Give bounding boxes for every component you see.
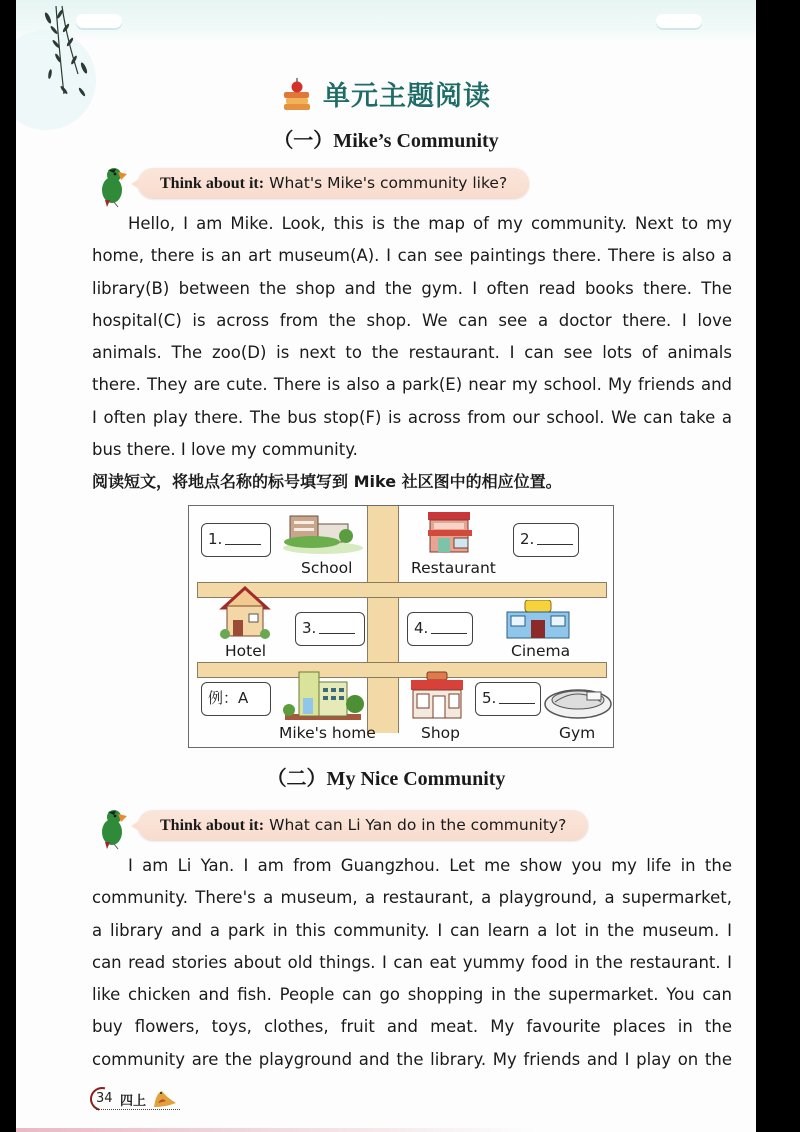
passage-line: Hello, I am Mike. Look, this is the map of my community. Next to my	[128, 214, 732, 233]
place-label-cinema: Cinema	[511, 642, 571, 660]
school-building-icon	[282, 512, 364, 554]
mikes-home-building-icon	[281, 670, 365, 722]
passage-line: buy flowers, toys, clothes, fruit and meat. My favourite places in the	[92, 1017, 732, 1037]
cloud-icon	[656, 14, 702, 28]
passage-line: a library and a park in this community. I can learn a lot in the museum. I	[92, 920, 732, 940]
answer-box-3[interactable]: 3.	[295, 612, 365, 646]
place-label-shop: Shop	[421, 724, 460, 742]
page-number: 34	[96, 1091, 113, 1106]
passage-line: home, there is an art museum(A). I can see paintings there. There is also a	[92, 246, 732, 266]
section1-title: （一）Mike’s Community	[273, 130, 499, 152]
mike-passage	[92, 208, 732, 466]
shop-building-icon	[407, 670, 467, 720]
parrot-icon	[96, 166, 132, 208]
answer-box-1[interactable]: 1.	[201, 523, 271, 557]
li-yan-passage	[92, 850, 732, 1076]
hotel-building-icon	[219, 586, 275, 640]
books-apple-icon	[281, 78, 313, 112]
answer-box-5[interactable]: 5.	[475, 682, 541, 716]
answer-box-example: 例：A	[201, 682, 271, 716]
bird-icon	[150, 1087, 178, 1111]
road	[197, 662, 607, 678]
passage-line: there. They are cute. There is also a park(E) near my school. My friends and	[92, 375, 732, 395]
restaurant-building-icon	[424, 510, 480, 556]
road-intersection	[368, 663, 398, 677]
place-label-mikes-home: Mike's home	[279, 724, 376, 742]
passage-line: animals. The zoo(D) is next to the restaurant. I can see lots of animals	[92, 343, 732, 363]
road	[367, 598, 399, 662]
passage-line: community. There's a museum, a restaurant, a playground, a supermarket,	[92, 888, 732, 908]
place-label-hotel: Hotel	[225, 642, 267, 660]
bottom-decor-strip	[16, 1128, 756, 1132]
road-intersection	[368, 583, 398, 597]
passage-line: I am Li Yan. I am from Guangzhou. Let me show you my life in the	[128, 856, 732, 875]
unit-title	[16, 74, 756, 115]
place-label-gym: Gym	[559, 724, 596, 742]
think-bubble: Think about it: What can Li Yan do in the community?	[138, 810, 588, 840]
answer-box-4[interactable]: 4.	[407, 612, 473, 646]
parrot-icon	[96, 808, 132, 850]
instruction-text: 阅读短文，将地点名称的标号填写到 Mike 社区图中的相应位置。	[92, 472, 562, 491]
textbook-page	[16, 0, 756, 1132]
passage-line: hospital(C) is across from the shop. We can see a doctor there. I love	[92, 310, 732, 330]
grade-label: 四上	[120, 1094, 147, 1109]
top-decor-band	[16, 0, 756, 42]
cinema-building-icon	[505, 600, 571, 640]
passage-line: bus there. I love my community.	[92, 440, 358, 460]
passage-line: I often play there. The bus stop(F) is across from our school. We can take a	[92, 407, 732, 427]
road	[367, 506, 399, 582]
page-footer	[90, 1085, 210, 1115]
passage-line: like chicken and fish. People can go shopping in the supermarket. You can	[92, 985, 732, 1005]
passage-line: community are the playground and the library. My friends and I play on the	[92, 1049, 732, 1069]
answer-box-2[interactable]: 2.	[513, 523, 579, 557]
think-bubble: Think about it: What's Mike's community like?	[138, 168, 529, 198]
passage-line: library(B) between the shop and the gym. I often read books there. The	[92, 278, 732, 298]
passage-line: can read stories about old things. I can eat yummy food in the restaurant. I	[92, 952, 732, 972]
place-label-school: School	[301, 559, 353, 577]
place-label-restaurant: Restaurant	[411, 559, 496, 577]
gym-building-icon	[543, 682, 613, 722]
unit-title-text: 单元主题阅读	[323, 81, 491, 112]
section2-title: （二）My Nice Community	[266, 768, 506, 790]
community-map	[188, 505, 614, 748]
